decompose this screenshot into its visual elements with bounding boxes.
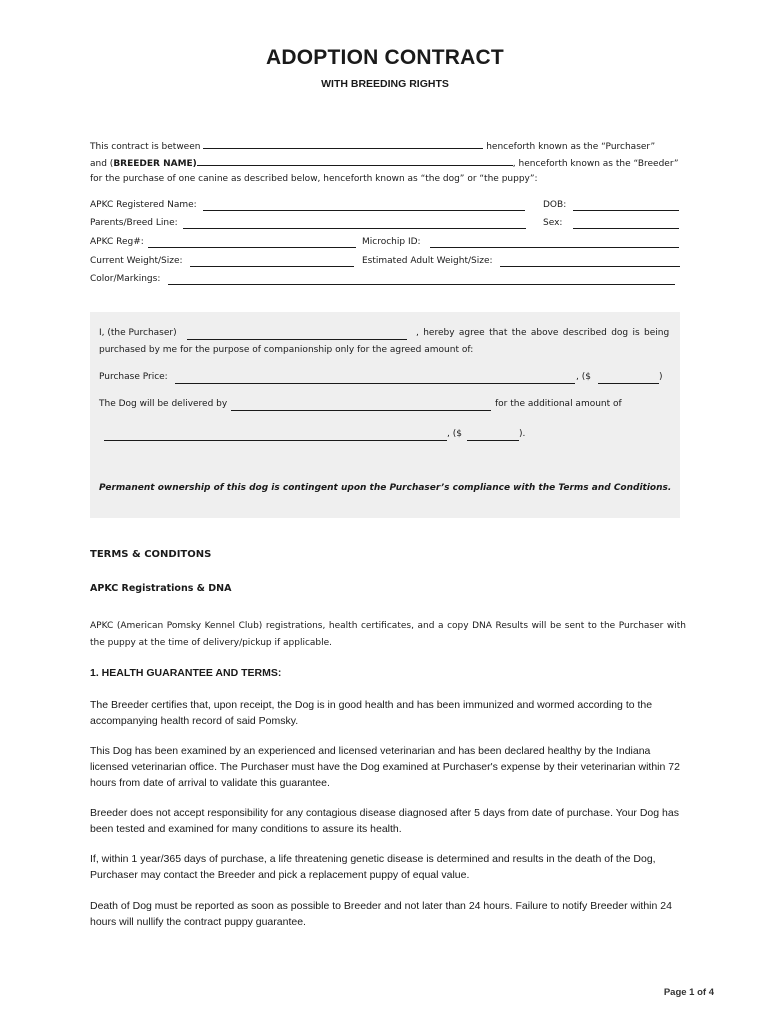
purchase-price-label: Purchase Price: [99,372,168,382]
intro-line1-suffix: henceforth known as the “Purchaser” [486,142,656,152]
breeder-name-blank[interactable] [197,155,513,166]
purchase-price-line[interactable] [175,383,575,384]
delivery-suffix: for the additional amount of [495,399,622,409]
purchase-price-amount-line[interactable] [598,383,659,384]
additional-amount-paren-close: ). [519,429,526,439]
purchase-price-paren-open: , ($ [576,372,591,382]
dob-label: DOB: [543,200,567,210]
intro-line2-suffix: , henceforth known as the “Breeder” [512,158,679,169]
intro-line1-prefix: This contract is between [90,142,201,152]
document-title: ADOPTION CONTRACT [266,46,504,69]
purchaser-name-blank[interactable] [203,138,483,149]
reg-number-line[interactable] [148,247,356,248]
registered-name-label: APKC Registered Name: [90,200,197,210]
additional-amount-line[interactable] [104,440,447,441]
adult-weight-line[interactable] [500,266,680,267]
breeder-name-label: BREEDER NAME) [113,158,197,169]
purchaser-statement-line2: purchased by me for the purpose of companionship only for the agreed amount of: [99,345,474,355]
additional-amount-paren-open: , ($ [447,429,462,439]
reg-number-label: APKC Reg#: [90,237,144,247]
adult-weight-label: Estimated Adult Weight/Size: [362,256,493,266]
color-line[interactable] [168,284,675,285]
parents-line[interactable] [183,228,526,229]
delivery-label: The Dog will be delivered by [99,399,228,409]
weight-label: Current Weight/Size: [90,256,183,266]
health-guarantee-heading: 1. HEALTH GUARANTEE AND TERMS: [90,667,282,679]
weight-line[interactable] [190,266,354,267]
microchip-label: Microchip ID: [362,237,421,247]
health-paragraph-5: Death of Dog must be reported as soon as possible to Breeder and not later than 24 hours. Failure to notify Breeder within 24 hours will nullify the contract puppy guarantee. [90,900,672,928]
purchaser-statement-suffix: , hereby agree that the above described dog is being [416,328,670,338]
delivery-line[interactable] [231,410,491,411]
purchaser-statement-prefix: I, (the Purchaser) [99,328,177,338]
intro-line2-prefix: and ( [90,158,114,169]
document-subtitle: WITH BREEDING RIGHTS [321,78,449,90]
microchip-line[interactable] [430,247,679,248]
sex-label: Sex: [543,218,563,228]
health-paragraph-2: This Dog has been examined by an experienced and licensed veterinarian and has been declared healthy by the Indiana licensed veterinarian office. The Purchaser must have the Dog examined at Purchaser's expense by their veterinarian within 72 hours from date of arrival to validate this guarantee. [90,745,680,789]
intro-paragraph [90,138,690,188]
ownership-note: Permanent ownership of this dog is contingent upon the Purchaser’s compliance with the Terms and Conditions. [99,483,672,493]
health-paragraph-1: The Breeder certifies that, upon receipt, the Dog is in good health and has been immunized and wormed according to the accompanying health record of said Pomsky. [90,699,653,727]
terms-heading: TERMS & CONDITONS [90,549,212,560]
registered-name-line[interactable] [203,210,525,211]
health-paragraph-4: If, within 1 year/365 days of purchase, a life threatening genetic disease is determined and results in the death of the Dog, Purchaser may contact the Breeder and pick a replacement puppy of equal value. [90,853,656,881]
parents-label: Parents/Breed Line: [90,218,178,228]
sex-line[interactable] [573,228,679,229]
purchaser-statement-line[interactable] [187,339,407,340]
purchase-agreement-box [90,312,680,518]
purchase-price-paren-close: ) [659,372,663,382]
page-number: Page 1 of 4 [663,987,714,998]
apkc-heading: APKC Registrations & DNA [90,583,232,594]
color-label: Color/Markings: [90,274,161,284]
dob-line[interactable] [573,210,679,211]
apkc-paragraph: APKC (American Pomsky Kennel Club) registrations, health certificates, and a copy DNA Results will be sent to the Purchaser with the puppy at the time of delivery/pickup if applicable. [90,621,686,648]
intro-line3: for the purchase of one canine as described below, henceforth known as “the dog” or “the puppy”: [90,174,538,184]
health-paragraph-3: Breeder does not accept responsibility for any contagious disease diagnosed after 5 days from date of purchase. Your Dog has been tested and examined for many conditions to assure its health. [90,807,679,835]
additional-amount-value-line[interactable] [467,440,519,441]
